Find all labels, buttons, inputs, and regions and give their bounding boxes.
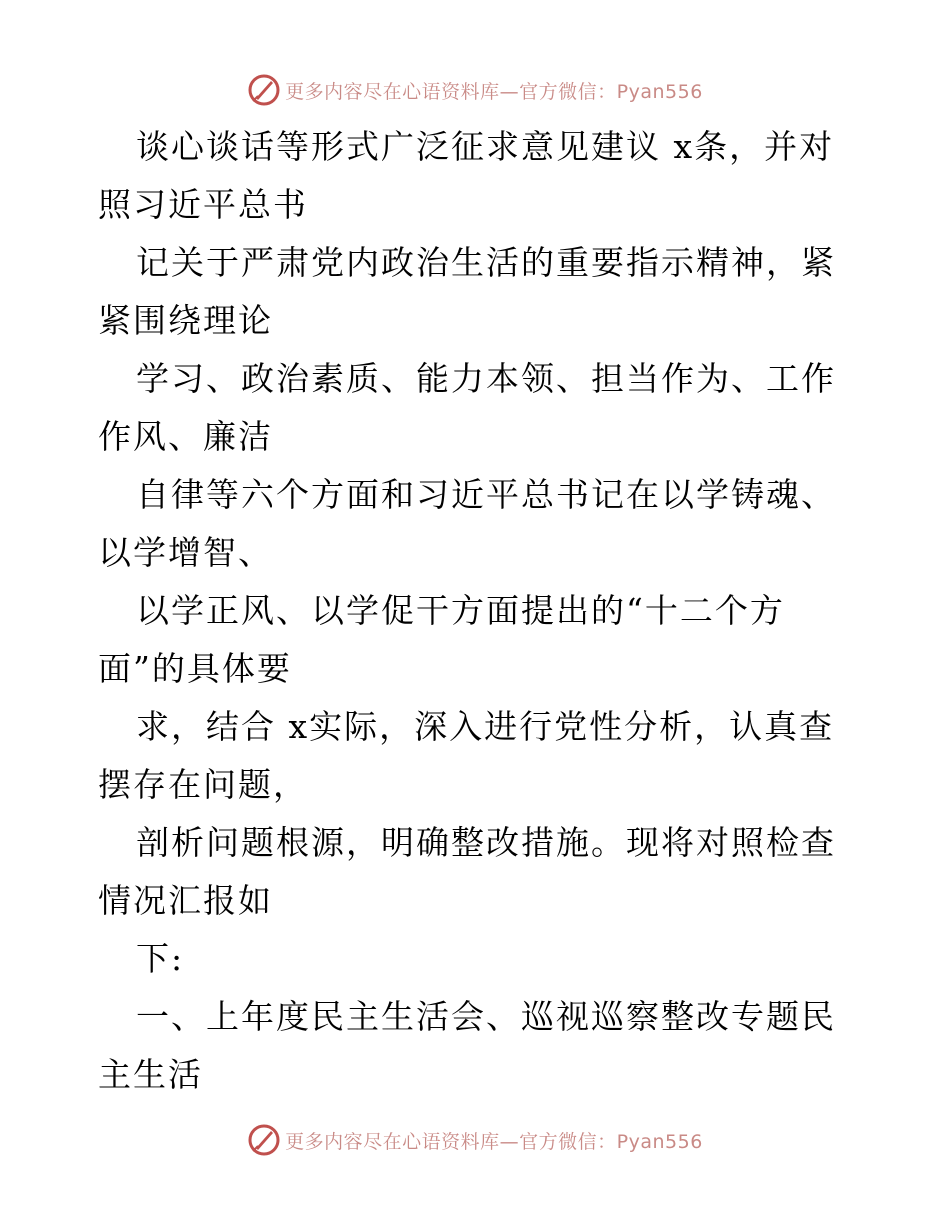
banner-text: 更多内容尽在心语资料库—官方微信：Pyan556 bbox=[285, 80, 703, 103]
banner-text: 更多内容尽在心语资料库—官方微信：Pyan556 bbox=[285, 1130, 703, 1153]
quill-logo-icon bbox=[247, 73, 281, 107]
paragraph: 自律等六个方面和习近平总书记在以学铸魂、以学增智、 bbox=[98, 475, 836, 572]
paragraph: 求，结合 x实际，深入进行党性分析，认真查摆存在问题， bbox=[98, 707, 835, 804]
paragraph: 剖析问题根源，明确整改措施。现将对照检查情况汇报如 bbox=[98, 823, 836, 920]
paragraph: 谈心谈话等形式广泛征求意见建议 x条，并对照习近平总书 bbox=[98, 127, 835, 224]
footer-banner bbox=[0, 1122, 950, 1158]
paragraph: 以学正风、以学促干方面提出的“十二个方面”的具体要 bbox=[98, 591, 785, 688]
paragraph: 学习、政治素质、能力本领、担当作为、工作作风、廉洁 bbox=[98, 359, 836, 456]
header-banner bbox=[0, 72, 950, 108]
paragraph: 一、上年度民主生活会、巡视巡察整改专题民主生活 bbox=[98, 997, 836, 1094]
paragraph: 记关于严肃党内政治生活的重要指示精神，紧紧围绕理论 bbox=[98, 243, 836, 340]
quill-logo-icon bbox=[247, 1123, 281, 1157]
paragraph: 下: bbox=[136, 939, 185, 978]
